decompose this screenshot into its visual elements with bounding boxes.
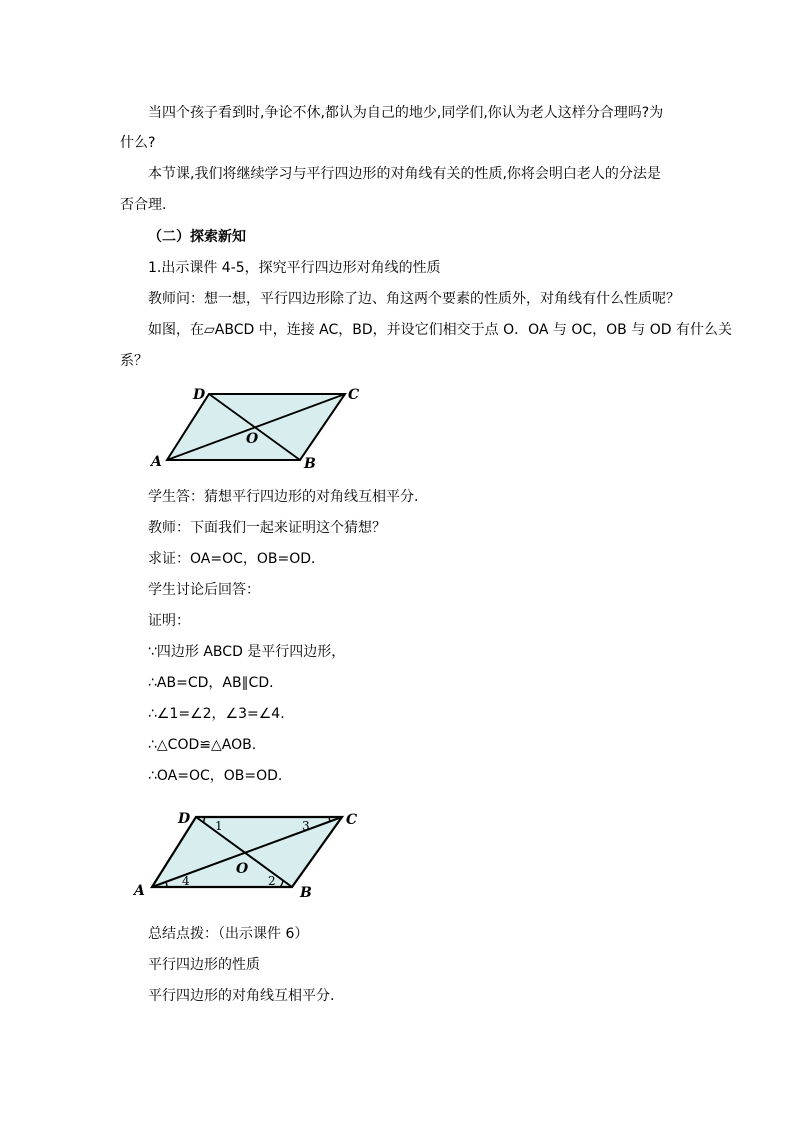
paragraph-1-line-1: 当四个孩子看到时,争论不休,都认为自己的地少,同学们,你认为老人这样分合理吗?为 [148, 105, 664, 121]
item-1: 1.出示课件 4-5，探究平行四边形对角线的性质 [148, 260, 441, 276]
proof-label: 证明： [148, 613, 190, 629]
parallelogram-figure-2 [130, 805, 375, 902]
proof-step-1: ∵四边形 ABCD 是平行四边形， [148, 644, 346, 660]
paragraph-2-line-1: 本节课,我们将继续学习与平行四边形的对角线有关的性质,你将会明白老人的分法是 [148, 166, 661, 182]
parallelogram-figure-1 [145, 382, 385, 474]
proof-step-2: ∴AB=CD，AB∥CD. [148, 675, 274, 691]
angle-label-4: 4 [182, 874, 190, 888]
property-title: 平行四边形的性质 [148, 957, 260, 973]
proof-step-4: ∴△COD≌△AOB. [148, 737, 257, 753]
section-heading: （二）探索新知 [148, 229, 246, 245]
angle-label-3: 3 [302, 819, 310, 833]
label-c: C [348, 387, 360, 403]
label-c: C [346, 812, 358, 828]
teacher-prove: 教师：下面我们一起来证明这个猜想？ [148, 520, 386, 536]
label-b: B [304, 456, 316, 472]
label-o: O [246, 431, 259, 447]
proof-step-5: ∴OA=OC，OB=OD. [148, 768, 283, 784]
discussion: 学生讨论后回答： [148, 582, 260, 598]
summary: 总结点拨：（出示课件 6） [148, 926, 309, 942]
paragraph-2-line-2: 否合理. [120, 197, 167, 213]
teacher-question: 教师问：想一想，平行四边形除了边、角这两个要素的性质外，对角线有什么性质呢？ [148, 291, 680, 307]
property-text: 平行四边形的对角线互相平分. [148, 988, 335, 1004]
label-d: D [193, 387, 206, 403]
angle-label-1: 1 [215, 819, 223, 833]
angle-label-2: 2 [268, 874, 276, 888]
label-a: A [134, 883, 145, 899]
question-line-2: 系？ [120, 353, 148, 369]
label-d: D [178, 811, 191, 827]
to-prove: 求证：OA=OC，OB=OD． [148, 551, 326, 567]
paragraph-1-line-2: 什么? [120, 135, 156, 151]
label-o: O [236, 861, 249, 877]
label-b: B [300, 885, 312, 901]
question-line-1: 如图，在▱ABCD 中，连接 AC，BD，并设它们相交于点 O．OA 与 OC，OB 与 OD 有什么关 [148, 322, 732, 338]
proof-step-3: ∴∠1=∠2，∠3=∠4. [148, 706, 285, 722]
label-a: A [151, 454, 162, 470]
student-answer: 学生答：猜想平行四边形的对角线互相平分. [148, 489, 419, 505]
